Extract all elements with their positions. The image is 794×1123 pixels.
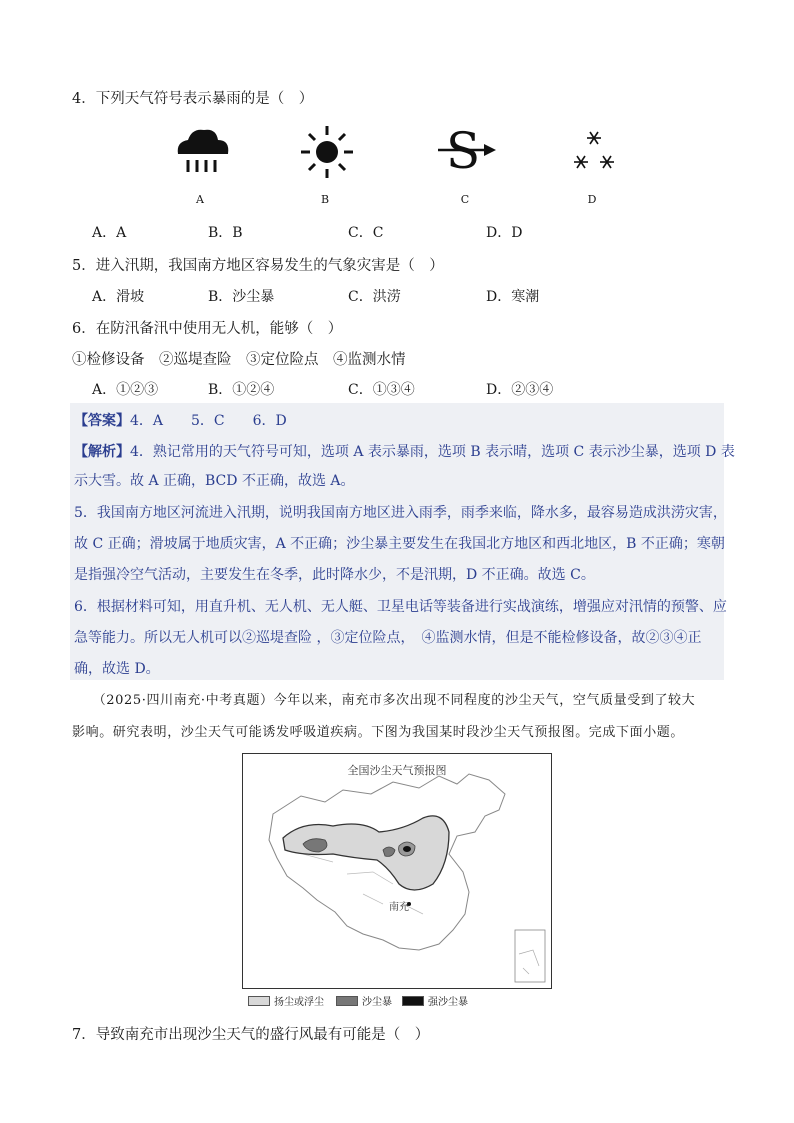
- heavy-rain-icon: [172, 124, 232, 180]
- q4-option-c[interactable]: C．C: [348, 225, 384, 241]
- analysis-line-5: 是指强冷空气活动，主要发生在冬季，此时降水少，不是汛期，D 不正确。故选 C。: [74, 567, 595, 583]
- svg-text:S: S: [446, 122, 481, 180]
- q5-option-c[interactable]: C．洪涝: [348, 289, 401, 305]
- material-intro-line-1: （2025·四川南充·中考真题）今年以来，南充市多次出现不同程度的沙尘天气，空气质量受到了较大: [72, 693, 696, 708]
- legend-label-floating-dust: 扬尘或浮尘: [274, 997, 324, 1008]
- legend-swatch-floating-dust: [248, 996, 270, 1006]
- analysis-line-2: 示大雪。故 A 正确，BCD 不正确，故选 A。: [74, 473, 355, 489]
- legend-label-sandstorm: 沙尘暴: [362, 997, 392, 1008]
- q6-option-d[interactable]: D．②③④: [486, 382, 554, 398]
- q7-stem: 7．导致南充市出现沙尘天气的盛行风最有可能是（ ）: [72, 1027, 430, 1043]
- analysis-line-8: 确，故选 D。: [74, 661, 160, 677]
- analysis-text: 4．熟记常用的天气符号可知，选项 A 表示暴雨，选项 B 表示晴，选项 C 表示沙尘暴，选项 D 表: [130, 444, 735, 460]
- analysis-tag: 【解析】: [74, 444, 130, 460]
- legend-sandstorm: [336, 993, 392, 1008]
- q6-option-a[interactable]: A．①②③: [92, 382, 159, 398]
- sun-icon: [298, 124, 356, 180]
- legend-strong-sandstorm: [402, 993, 468, 1008]
- q5-stem: 5．进入汛期，我国南方地区容易发生的气象灾害是（ ）: [72, 258, 444, 274]
- q6-items: ①检修设备 ②巡堤查险 ③定位险点 ④监测水情: [72, 352, 406, 368]
- q6-option-c[interactable]: C．①③④: [348, 382, 415, 398]
- analysis-line-4: 故 C 正确；滑坡属于地质灾害，A 不正确；沙尘暴主要发生在我国北方地区和西北地区，B 不正确；寒朝: [74, 536, 725, 552]
- dust-forecast-map: [242, 753, 552, 989]
- q6-stem: 6．在防汛备汛中使用无人机，能够（ ）: [72, 321, 343, 337]
- sandstorm-icon: [436, 122, 498, 180]
- symbol-label-d: D: [587, 193, 597, 206]
- analysis-line-1: [74, 441, 735, 461]
- q6-option-b[interactable]: B．①②④: [208, 382, 275, 398]
- analysis-line-6: 6．根据材料可知，用直升机、无人机、无人艇、卫星电话等装备进行实战演练，增强应对汛情的预警、应: [74, 599, 727, 615]
- q4-option-b[interactable]: B．B: [208, 225, 243, 241]
- q4-option-a[interactable]: A．A: [92, 225, 127, 241]
- map-title: 全国沙尘天气预报图: [347, 764, 447, 777]
- q4-stem: 4．下列天气符号表示暴雨的是（ ）: [72, 91, 314, 107]
- analysis-line-7: 急等能力。所以无人机可以②巡堤查险 ，③定位险点， ④监测水情，但是不能检修设备，故②③④正: [74, 630, 702, 646]
- legend-label-strong-sandstorm: 强沙尘暴: [428, 997, 468, 1008]
- snow-icon: [566, 126, 622, 178]
- q5-option-d[interactable]: D．寒潮: [486, 289, 540, 305]
- city-label-nanchong: 南充: [389, 902, 409, 913]
- q4-option-d[interactable]: D．D: [486, 225, 523, 241]
- answer-line: [74, 410, 287, 430]
- symbol-label-b: B: [320, 193, 330, 206]
- legend-swatch-strong-sandstorm: [402, 996, 424, 1006]
- answer-tag: 【答案】: [74, 413, 130, 429]
- answer-text: 4．A 5．C 6．D: [130, 413, 287, 429]
- legend-floating-dust: [248, 993, 324, 1008]
- legend-swatch-sandstorm: [336, 996, 358, 1006]
- q5-option-a[interactable]: A．滑坡: [92, 289, 145, 305]
- symbol-label-c: C: [460, 193, 470, 206]
- china-outline: [243, 754, 551, 988]
- symbol-label-a: A: [196, 193, 204, 206]
- material-intro-line-2: 影响。研究表明，沙尘天气可能诱发呼吸道疾病。下图为我国某时段沙尘天气预报图。完成下面小题。: [72, 725, 685, 740]
- analysis-line-3: 5．我国南方地区河流进入汛期，说明我国南方地区进入雨季，雨季来临，降水多，最容易造成洪涝灾害，: [74, 505, 727, 521]
- q5-option-b[interactable]: B．沙尘暴: [208, 289, 275, 305]
